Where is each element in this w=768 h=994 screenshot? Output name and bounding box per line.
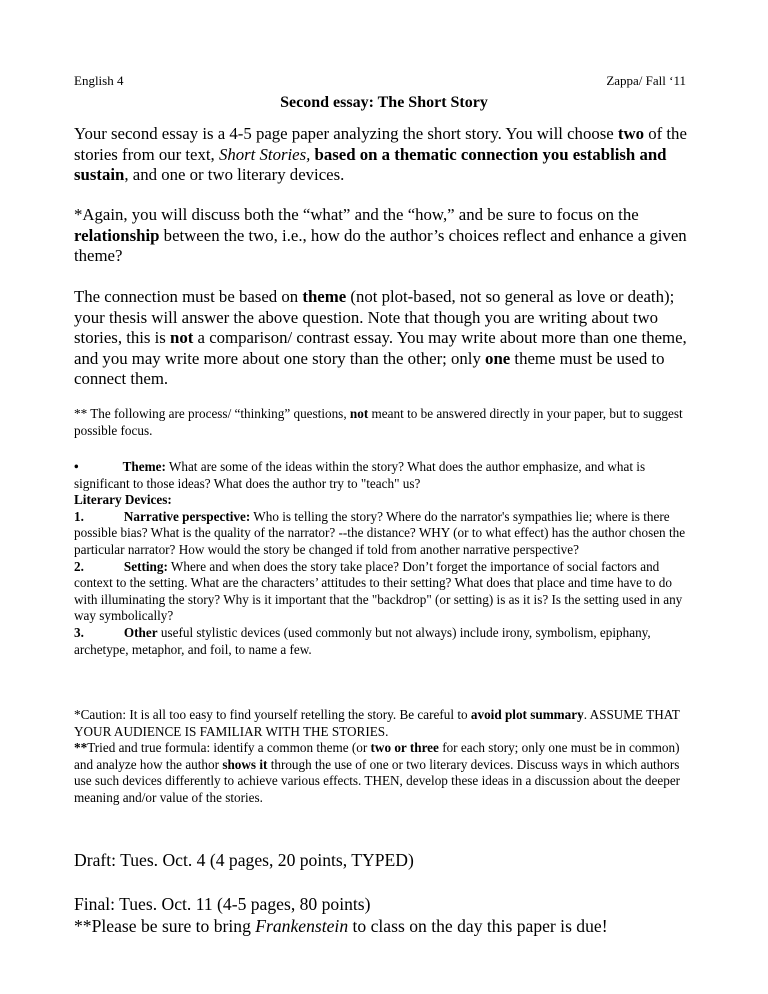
- formula-bold-shows: shows it: [222, 756, 268, 772]
- again-bold-relationship: relationship: [74, 225, 160, 245]
- device-label: Other: [123, 624, 158, 640]
- theme-text: What are some of the ideas within the story? What does the author emphasize, and what is significant to those ideas? What does the author try to "teach" us?: [74, 459, 646, 491]
- again-paragraph: [74, 205, 694, 267]
- process-text: meant to be answered directly in your paper, but to suggest possible focus.: [74, 406, 683, 438]
- questions-section: [74, 459, 694, 658]
- course-name: English 4: [74, 73, 124, 88]
- draft-due: [74, 849, 694, 871]
- connection-text: theme must be used to connect them.: [74, 348, 665, 388]
- bullet-icon: •: [74, 459, 79, 474]
- theme-item: [74, 459, 694, 492]
- connection-bold-one: one: [485, 348, 511, 368]
- theme-label: Theme:: [122, 459, 166, 474]
- formula-text: for each story; only one must be in common) and analyze how the author: [74, 740, 680, 772]
- device-text: Where and when does the story take place? Don’t forget the importance of social factors and context to the setting. What are the characters’ attitudes to their setting? What does that place and time have to do with illuminating the story? Why is it important that the "backdrop" (or setting) is as it is? Is the setting used in any way symbolically?: [74, 558, 683, 624]
- reminder: [74, 915, 694, 937]
- device-text: Who is telling the story? Where do the narrator's sympathies lie; where is there possible bias? What is the quality of the narrator? --the distance? WHY (or to what effect) has the author chosen the particular narrator? How would the story be changed if told from another narrative perspective?: [74, 508, 686, 557]
- instructor-term: Zappa/ Fall ‘11: [606, 73, 686, 88]
- intro-text: Your second essay is a 4-5 page paper analyzing the short story. You will choose: [74, 124, 618, 143]
- reminder-text: to class on the day this paper is due!: [348, 916, 608, 936]
- connection-bold-theme: theme: [302, 287, 347, 306]
- again-text: *Again, you will discuss both the “what” and the “how,” and be sure to focus on the: [74, 205, 639, 224]
- formula-text: Tried and true formula: identify a common theme (or: [87, 740, 371, 756]
- process-note: [74, 406, 694, 439]
- connection-paragraph: [74, 287, 694, 390]
- intro-paragraph: [74, 124, 694, 186]
- device-text: useful stylistic devices (used commonly but not always) include irony, symbolism, epiphany, archetype, metaphor, and foil, to name a few.: [74, 624, 651, 657]
- intro-bold-connection: based on a thematic connection you establish and sustain: [74, 144, 667, 184]
- book-title-frankenstein: Frankenstein: [255, 916, 349, 936]
- device-number: 3.: [74, 624, 84, 640]
- device-item-setting: [74, 559, 694, 625]
- caution-text: . ASSUME THAT YOUR AUDIENCE IS FAMILIAR WITH THE STORIES.: [74, 707, 680, 739]
- caution-text: *Caution: It is all too easy to find yourself retelling the story. Be careful to: [74, 707, 471, 722]
- intro-text: , and one or two literary devices.: [124, 165, 345, 184]
- formula-stars: **: [74, 740, 88, 756]
- device-item-other: [74, 625, 694, 658]
- device-item-narrative: [74, 509, 694, 559]
- connection-text: (not plot-based, not so general as love or death); your thesis will answer the above question. Note that though you are writing about two stories, this is: [74, 287, 675, 347]
- formula-text: through the use of one or two literary devices. Discuss ways in which authors use such devices differently to achieve various effects. THEN, develop these ideas in a discussion about the deeper meaning and/or value of the stories.: [74, 756, 681, 805]
- intro-bold-two: two: [617, 124, 645, 143]
- again-text: between the two, i.e., how do the author’s choices reflect and enhance a given theme?: [74, 225, 687, 265]
- final-due-text: Final: Tues. Oct. 11 (4-5 pages, 80 points): [74, 894, 371, 914]
- draft-due-text: Draft: Tues. Oct. 4 (4 pages, 20 points, TYPED): [74, 850, 414, 870]
- caution-note: [74, 707, 694, 740]
- reminder-text: **Please be sure to bring: [74, 916, 256, 936]
- devices-heading: Literary Devices:: [74, 492, 172, 508]
- formula-note: [74, 740, 694, 806]
- connection-text: The connection must be based on: [74, 287, 303, 306]
- caution-section: [74, 707, 694, 807]
- device-label: Narrative perspective:: [123, 508, 251, 524]
- book-title: Short Stories,: [218, 144, 311, 164]
- process-text: ** The following are process/ “thinking” questions,: [74, 406, 350, 421]
- page-title: Second essay: The Short Story: [280, 94, 488, 111]
- device-number: 2.: [74, 558, 84, 574]
- formula-bold: two or three: [370, 740, 439, 756]
- caution-bold: avoid plot summary: [470, 707, 584, 722]
- connection-bold-not: not: [170, 328, 194, 347]
- device-label: Setting:: [123, 558, 168, 574]
- process-bold-not: not: [349, 406, 369, 421]
- final-due: [74, 893, 694, 937]
- connection-text: a comparison/ contrast essay. You may write about more than one theme, and you may write more about one story than the other; only: [74, 328, 687, 368]
- intro-text: of the stories from our text,: [74, 124, 687, 164]
- device-number: 1.: [74, 508, 84, 524]
